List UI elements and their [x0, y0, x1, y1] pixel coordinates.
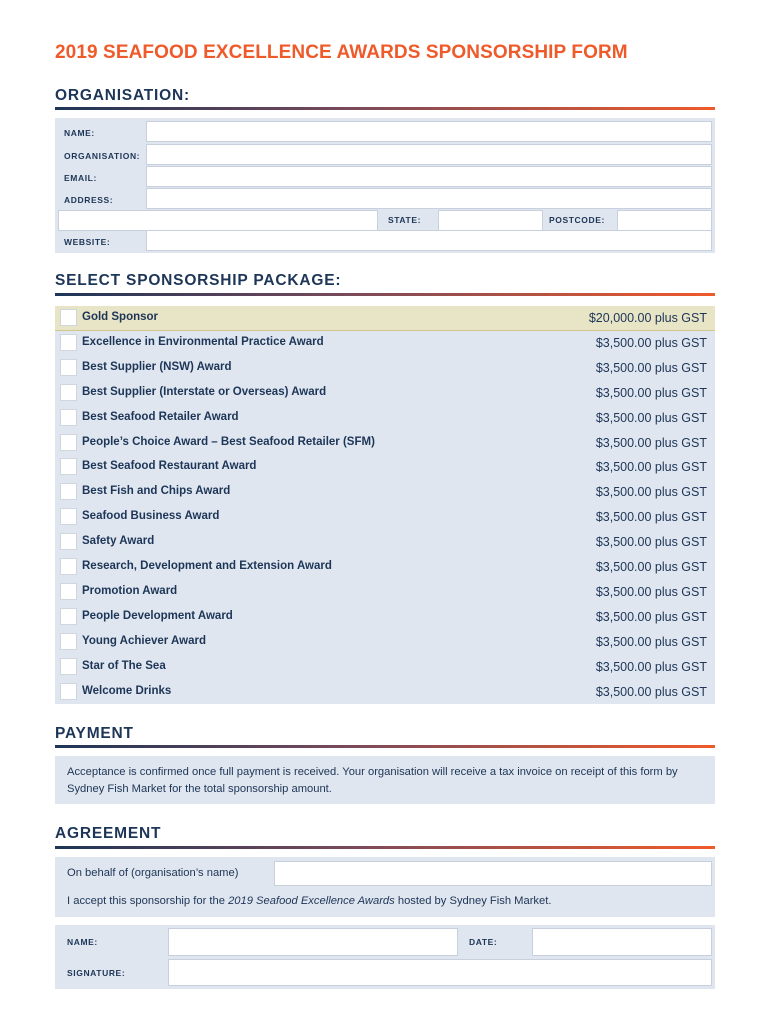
package-row[interactable] — [55, 480, 715, 505]
package-list — [55, 306, 715, 704]
package-checkbox[interactable] — [60, 384, 77, 401]
package-row[interactable] — [55, 655, 715, 680]
email-field[interactable] — [146, 166, 712, 187]
signature-field[interactable] — [168, 959, 712, 986]
package-name: Star of The Sea — [82, 659, 166, 672]
package-price: $3,500.00 plus GST — [595, 460, 707, 475]
package-checkbox[interactable] — [60, 434, 77, 451]
package-price: $3,500.00 plus GST — [595, 609, 707, 624]
postcode-field[interactable] — [617, 210, 712, 231]
package-checkbox[interactable] — [60, 658, 77, 675]
payment-rule — [55, 745, 715, 748]
form-title: 2019 SEAFOOD EXCELLENCE AWARDS SPONSORSHIP FORM — [55, 42, 628, 63]
package-name: Young Achiever Award — [82, 634, 206, 647]
agreement-rule — [55, 846, 715, 849]
package-row[interactable] — [55, 605, 715, 630]
package-row[interactable] — [55, 381, 715, 406]
package-name: Best Fish and Chips Award — [82, 485, 231, 498]
package-name: Best Seafood Restaurant Award — [82, 460, 257, 473]
package-row[interactable] — [55, 530, 715, 555]
package-name: People Development Award — [82, 609, 233, 622]
address-label: ADDRESS: — [64, 195, 114, 205]
package-price: $3,500.00 plus GST — [595, 335, 707, 350]
package-name: People’s Choice Award – Best Seafood Retailer (SFM) — [82, 435, 375, 448]
organisation-heading: ORGANISATION: — [55, 87, 190, 104]
package-price: $20,000.00 plus GST — [588, 311, 707, 325]
organisation-field[interactable] — [146, 144, 712, 165]
date-label: DATE: — [469, 937, 498, 947]
package-name: Gold Sponsor — [82, 311, 159, 323]
package-name: Best Seafood Retailer Award — [82, 410, 239, 423]
package-checkbox[interactable] — [60, 608, 77, 625]
package-checkbox[interactable] — [60, 558, 77, 575]
state-field[interactable] — [438, 210, 543, 231]
package-price: $3,500.00 plus GST — [595, 684, 707, 699]
accept-text-event: 2019 Seafood Excellence Awards — [228, 895, 395, 907]
package-price: $3,500.00 plus GST — [595, 535, 707, 550]
package-name: Seafood Business Award — [82, 510, 220, 523]
package-checkbox[interactable] — [60, 633, 77, 650]
package-name: Safety Award — [82, 535, 155, 548]
organisation-panel — [55, 118, 715, 253]
package-row[interactable] — [55, 680, 715, 705]
agreement-name-label: NAME: — [67, 937, 98, 947]
package-checkbox[interactable] — [60, 334, 77, 351]
behalf-label: On behalf of (organisation’s name) — [67, 867, 239, 879]
package-checkbox[interactable] — [60, 309, 77, 326]
accept-text-before: I accept this sponsorship for the — [67, 895, 229, 907]
package-row[interactable] — [55, 555, 715, 580]
package-rule — [55, 293, 715, 296]
name-label: NAME: — [64, 128, 95, 138]
package-row[interactable] — [55, 356, 715, 381]
package-row[interactable] — [55, 331, 715, 356]
payment-panel — [55, 756, 715, 804]
agreement-heading: AGREEMENT — [55, 825, 162, 842]
package-price: $3,500.00 plus GST — [595, 410, 707, 425]
package-price: $3,500.00 plus GST — [595, 634, 707, 649]
website-label: WEBSITE: — [64, 237, 111, 247]
package-checkbox[interactable] — [60, 409, 77, 426]
package-name: Promotion Award — [82, 584, 178, 597]
package-price: $3,500.00 plus GST — [595, 485, 707, 500]
package-name: Excellence in Environmental Practice Award — [82, 335, 324, 348]
package-checkbox[interactable] — [60, 483, 77, 500]
payment-text: Acceptance is confirmed once full payment is received. Your organisation will receive a tax invoice on receipt of this form by Sydney Fish Market for the total sponsorship amount. — [67, 766, 678, 795]
agreement-name-field[interactable] — [168, 928, 458, 956]
package-checkbox[interactable] — [60, 508, 77, 525]
package-row[interactable] — [55, 455, 715, 480]
package-price: $3,500.00 plus GST — [595, 360, 707, 375]
package-price: $3,500.00 plus GST — [595, 385, 707, 400]
package-checkbox[interactable] — [60, 359, 77, 376]
package-row[interactable] — [55, 630, 715, 655]
package-row[interactable] — [55, 505, 715, 530]
organisation-rule — [55, 107, 715, 110]
website-field[interactable] — [146, 230, 712, 251]
postcode-label: POSTCODE: — [549, 215, 605, 225]
package-name: Best Supplier (NSW) Award — [82, 360, 232, 373]
package-name: Welcome Drinks — [82, 684, 172, 697]
package-checkbox[interactable] — [60, 583, 77, 600]
behalf-organisation-field[interactable] — [274, 861, 712, 886]
package-price: $3,500.00 plus GST — [595, 560, 707, 574]
email-label: EMAIL: — [64, 173, 97, 183]
package-checkbox[interactable] — [60, 683, 77, 700]
package-name: Best Supplier (Interstate or Overseas) Award — [82, 385, 327, 398]
package-price: $3,500.00 plus GST — [595, 510, 707, 525]
accept-text-after: hosted by Sydney Fish Market. — [394, 895, 552, 907]
package-checkbox[interactable] — [60, 458, 77, 475]
address-line2-field[interactable] — [58, 210, 378, 231]
signature-panel — [55, 925, 715, 989]
agreement-panel — [55, 857, 715, 917]
address-field[interactable] — [146, 188, 712, 209]
package-row[interactable] — [55, 306, 715, 331]
name-field[interactable] — [146, 121, 712, 142]
state-label: STATE: — [388, 215, 422, 225]
package-row[interactable] — [55, 580, 715, 605]
package-price: $3,500.00 plus GST — [595, 435, 707, 450]
package-price: $3,500.00 plus GST — [595, 584, 707, 599]
date-field[interactable] — [532, 928, 712, 956]
accept-statement — [67, 893, 551, 910]
signature-label: SIGNATURE: — [67, 968, 126, 978]
organisation-label: ORGANISATION: — [64, 151, 141, 161]
package-heading: SELECT SPONSORSHIP PACKAGE: — [55, 272, 342, 289]
package-price: $3,500.00 plus GST — [595, 659, 707, 674]
package-row[interactable] — [55, 406, 715, 431]
package-name: Research, Development and Extension Award — [82, 560, 332, 572]
payment-heading: PAYMENT — [55, 725, 134, 742]
package-checkbox[interactable] — [60, 533, 77, 550]
package-row[interactable] — [55, 431, 715, 456]
